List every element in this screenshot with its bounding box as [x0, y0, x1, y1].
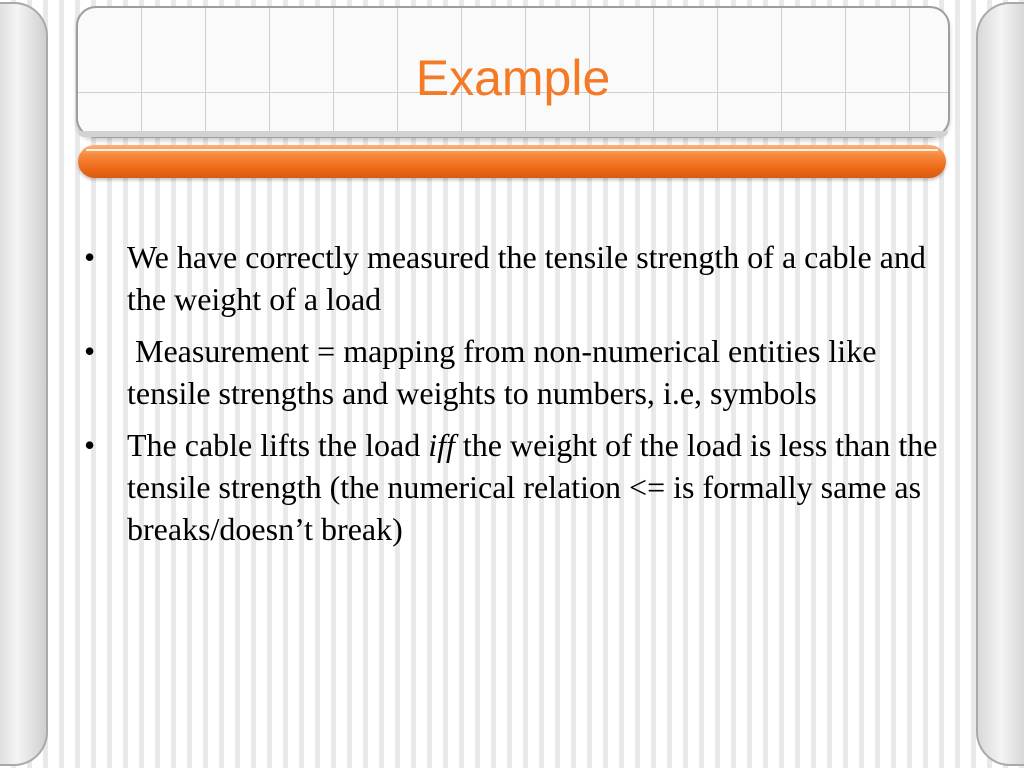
bullet-text-emphasis: iff: [428, 427, 455, 463]
bullet-list: [84, 236, 954, 560]
bullet-marker: •: [84, 239, 96, 275]
right-side-tab: [976, 2, 1024, 766]
bullet-item: [84, 236, 954, 320]
bullet-marker: •: [84, 427, 96, 463]
slide-title: Example: [415, 50, 611, 106]
bullet-text: Measurement = mapping from non-numerical entities like tensile strengths and weights to numbers, i.e, symbols: [127, 333, 885, 411]
left-side-tab: [0, 2, 48, 766]
bullet-text-start: The cable lifts the load: [127, 427, 429, 463]
bullet-text-end: the weight of the load is less than the tensile strength (the numerical relation <= is formally same as breaks/doesn’t break): [127, 427, 946, 547]
bullet-text: We have correctly measured the tensile strength of a cable and the weight of a load: [127, 239, 926, 317]
bullet-item: [84, 424, 954, 550]
bullet-item: [84, 330, 954, 414]
title-accent-bar: [78, 145, 946, 178]
bullet-marker: •: [84, 333, 96, 369]
